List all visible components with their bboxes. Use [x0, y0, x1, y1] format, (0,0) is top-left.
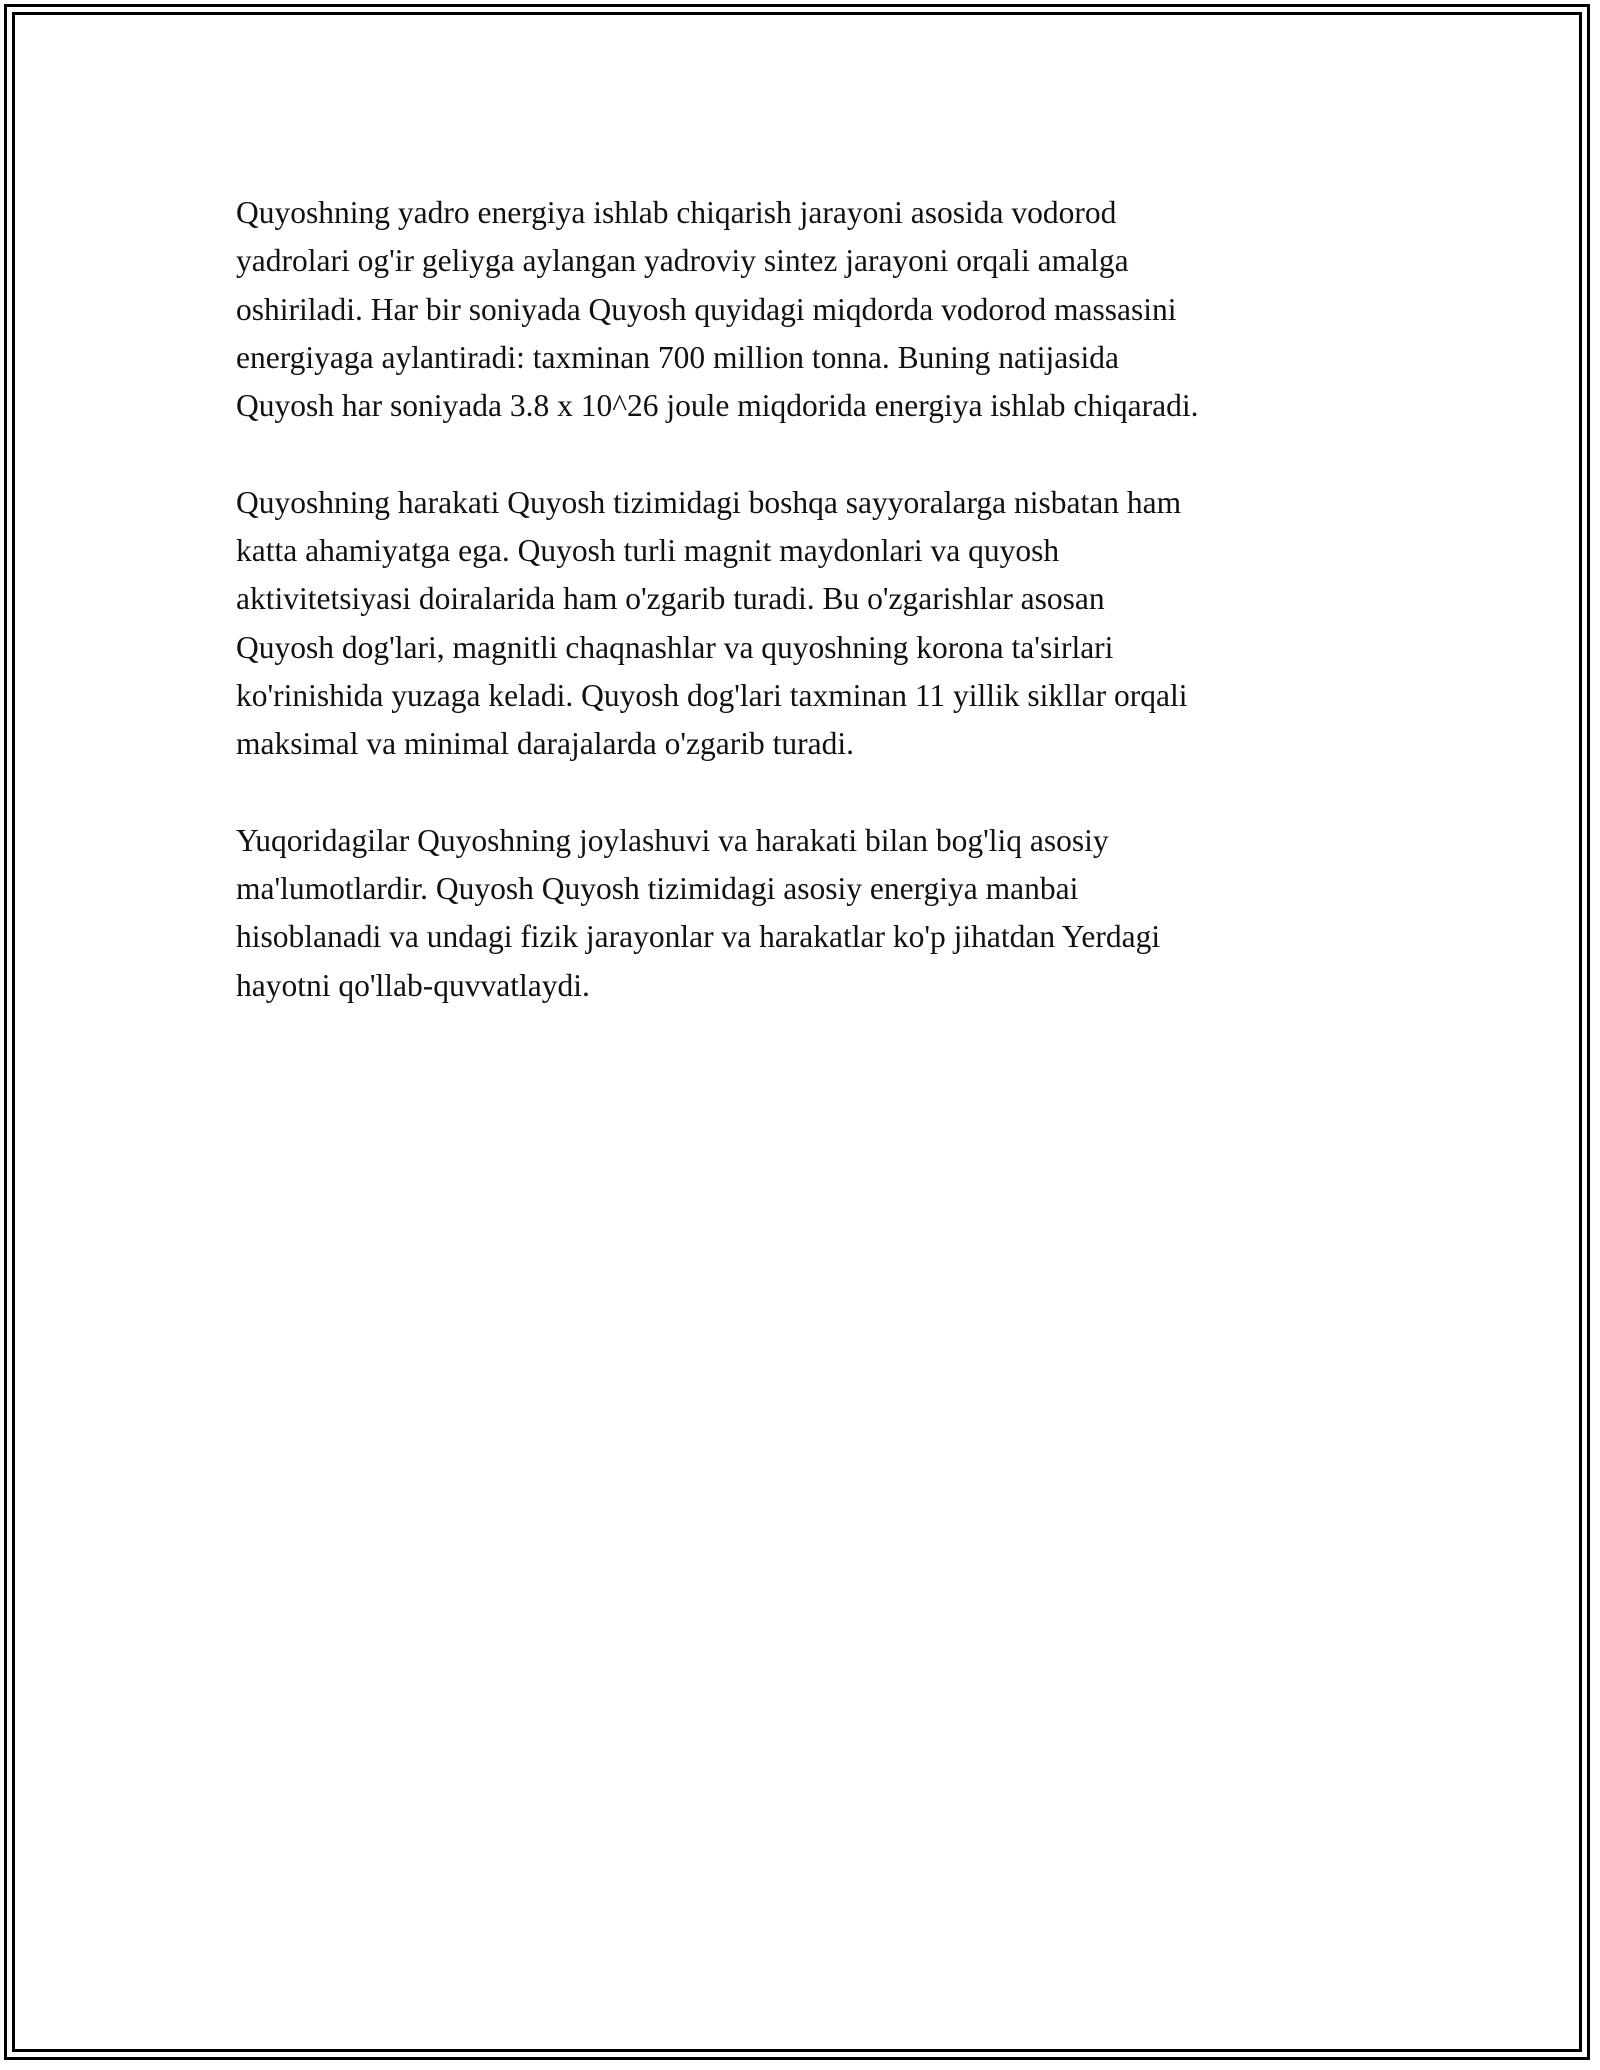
- paragraph-summary: Yuqoridagilar Quyoshning joylashuvi va harakati bilan bog'liq asosiy ma'lumotlardir. Quyosh Quyosh tizimidagi asosiy energiya manbai hisoblanadi va undagi fizik jarayonlar va harakatlar ko'p jihatdan Yerdagi hayotni qo'llab-quvvatlaydi.: [236, 822, 1161, 1003]
- paragraph-solar-activity: Quyoshning harakati Quyosh tizimidagi boshqa sayyoralarga nisbatan ham katta ahamiyatga ega. Quyosh turli magnit maydonlari va quyosh aktivitetsiyasi doiralarida ham o'zgarib turadi. Bu o'zgarishlar asosan Quyosh dog'lari, magnitli chaqnashlar va quyoshning korona ta'sirlari ko'rinishida yuzaga keladi. Quyosh dog'lari taxminan 11 yillik sikllar orqali maksimal va minimal darajalarda o'zgarib turadi.: [236, 484, 1188, 762]
- paragraph-solar-fusion: Quyoshning yadro energiya ishlab chiqarish jarayoni asosida vodorod yadrolari og'ir geliyga aylangan yadroviy sintez jarayoni orqali amalga oshiriladi. Har bir soniyada Quyosh quyidagi miqdorda vodorod massasini energiyaga aylantiradi: taxminan 700 million tonna. Buning natijasida Quyosh har soniyada 3.8 x 10^26 joule miqdorida energiya ishlab chiqaradi.: [236, 195, 1199, 424]
- document-body: [236, 189, 1376, 1058]
